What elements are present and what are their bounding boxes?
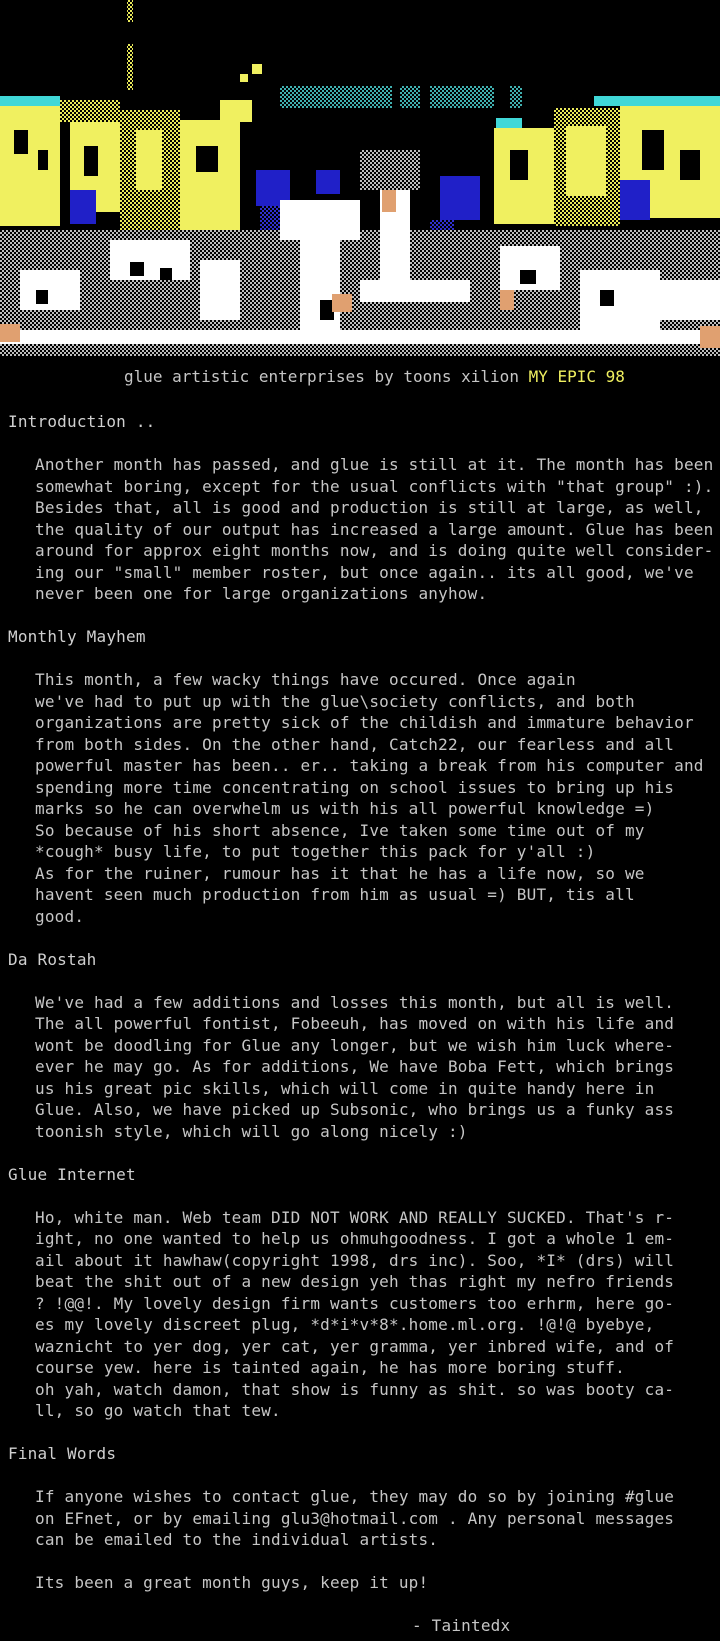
- body-line: toonish style, which will go along nicely :): [35, 1121, 468, 1141]
- body-line: ? !@@!. My lovely design firm wants customers too erhrm, here go-: [35, 1293, 675, 1313]
- body-line: es my lovely discreet plug, *d*i*v*8*.home.ml.org. !@!@ byebye,: [35, 1315, 655, 1334]
- body-line: As for the ruiner, rumour has it that he has a life now, so we: [35, 863, 645, 883]
- body-line: Another month has passed, and glue is still at it. The month has been: [35, 455, 714, 474]
- body-line: the quality of our output has increased a large amount. Glue has been: [35, 519, 714, 539]
- body-line: *cough* busy life, to put together this pack for y'all :): [35, 842, 596, 861]
- body-line: waznicht to yer dog, yer cat, yer gramma, yer inbred wife, and of: [35, 1336, 675, 1356]
- body-line: can be emailed to the individual artists.: [35, 1530, 439, 1549]
- body-line: powerful master has been.. er.. taking a break from his computer and: [35, 756, 704, 775]
- body-line: wont be doodling for Glue any longer, but we wish him luck where-: [35, 1035, 675, 1055]
- section-heading: Da Rostah: [8, 949, 97, 969]
- body-line: organizations are pretty sick of the childish and immature behavior: [35, 713, 694, 732]
- body-line: somewhat boring, except for the usual conflicts with "that group" :).: [35, 476, 714, 496]
- body-line: Besides that, all is good and production is still at large, as well,: [35, 498, 704, 517]
- credit-highlight: MY EPIC 98: [528, 367, 625, 386]
- body-line: Glue. Also, we have picked up Subsonic, who brings us a funky ass: [35, 1100, 675, 1119]
- section-heading: Introduction ..: [8, 412, 156, 431]
- body-line: on EFnet, or by emailing glu3@hotmail.com . Any personal messages: [35, 1508, 675, 1528]
- section-heading: Glue Internet: [8, 1164, 136, 1184]
- body-line: oh yah, watch damon, that show is funny as shit. so was booty ca-: [35, 1379, 675, 1399]
- section-heading: Final Words: [8, 1444, 117, 1463]
- body-line: Its been a great month guys, keep it up!: [35, 1573, 429, 1592]
- body-line: This month, a few wacky things have occured. Once again: [35, 670, 576, 689]
- section-heading: Monthly Mayhem: [8, 627, 146, 646]
- body-line: good.: [35, 906, 85, 926]
- ansi-art-logo: [0, 0, 720, 370]
- body-line: Ho, white man. Web team DID NOT WORK AND REALLY SUCKED. That's r-: [35, 1207, 675, 1227]
- body-line: ever he may go. As for additions, We have Boba Fett, which brings: [35, 1057, 675, 1076]
- body-line: ing our "small" member roster, but once again.. its all good, we've: [35, 562, 694, 582]
- body-line: ail about it hawhaw(copyright 1998, drs inc). Soo, *I* (drs) will: [35, 1250, 675, 1270]
- body-line: ight, no one wanted to help us ohmuhgoodness. I got a whole 1 em-: [35, 1229, 675, 1248]
- body-line: marks so he can overwhelm us with his all powerful knowledge =): [35, 799, 655, 818]
- body-line: havent seen much production from him as usual =) BUT, tis all: [35, 885, 635, 904]
- body-line: If anyone wishes to contact glue, they may do so by joining #glue: [35, 1487, 675, 1506]
- body-line: around for approx eight months now, and is doing quite well consider-: [35, 541, 714, 560]
- body-line: from both sides. On the other hand, Catch22, our fearless and all: [35, 734, 675, 754]
- body-line: beat the shit out of a new design yeh thas right my nefro friends: [35, 1272, 675, 1291]
- body-line: ll, so go watch that tew.: [35, 1401, 281, 1420]
- body-line: The all powerful fontist, Fobeeuh, has moved on with his life and: [35, 1014, 675, 1033]
- body-line: spending more time concentrating on school issues to bring up his: [35, 777, 675, 797]
- body-line: course yew. here is tainted again, he has more boring stuff.: [35, 1358, 625, 1377]
- body-line: We've had a few additions and losses this month, but all is well.: [35, 992, 675, 1012]
- body-line: us his great pic skills, which will come in quite handy here in: [35, 1078, 655, 1098]
- body-line: we've had to put up with the glue\society conflicts, and both: [35, 691, 635, 711]
- credit-line: [124, 366, 625, 387]
- signature: - Taintedx: [412, 1616, 511, 1635]
- credit-text: glue artistic enterprises by toons xilion: [124, 367, 529, 386]
- body-line: So because of his short absence, Ive taken some time out of my: [35, 820, 645, 840]
- body-line: never been one for large organizations anyhow.: [35, 584, 488, 603]
